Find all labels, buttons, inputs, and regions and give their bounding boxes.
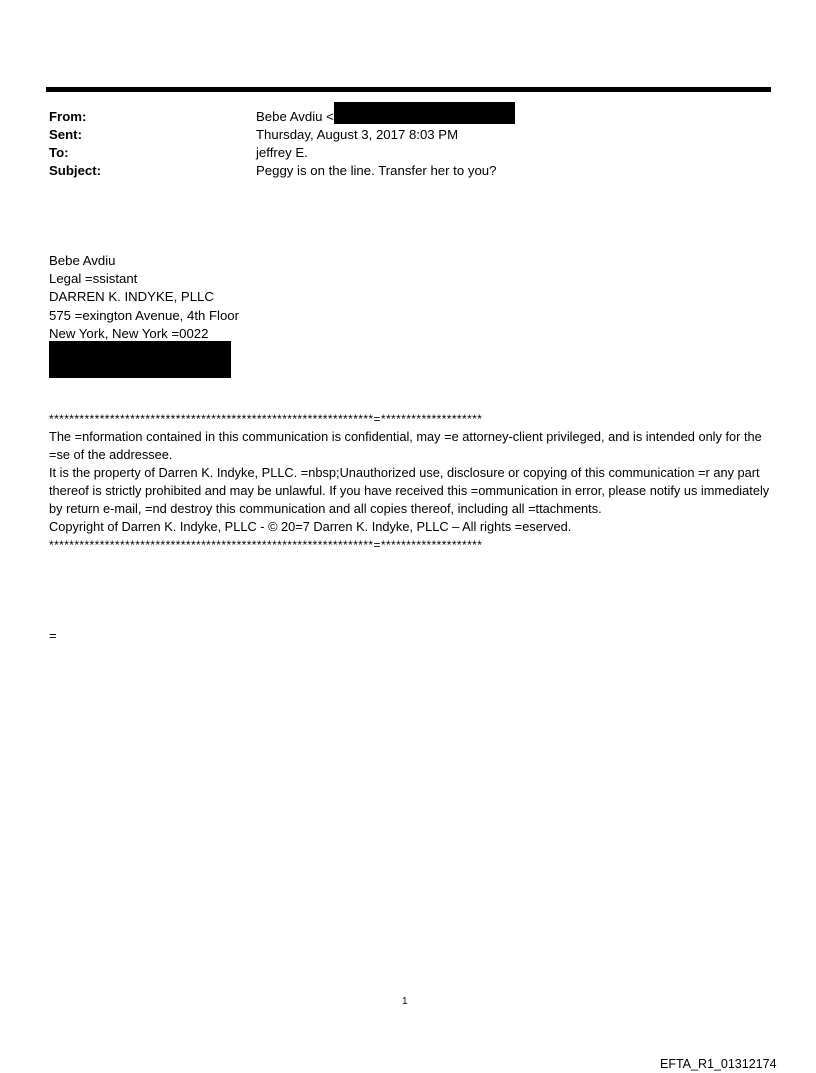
bates-number: EFTA_R1_01312174	[660, 1057, 777, 1071]
from-row	[49, 108, 769, 126]
header-rule	[46, 87, 771, 92]
to-label: To:	[49, 145, 69, 160]
disclaimer-paragraph-2: It is the property of Darren K. Indyke, PLLC. =nbsp;Unauthorized use, disclosure or copying of this communication =r any part thereof is strictly prohibited and may be unlawful. If you have received this =ommunication in error, please notify us immediately by return e-mail, =nd destroy this communication and all copies thereof, including all =ttachments.	[49, 465, 770, 516]
signature-address-line1: 575 =exington Avenue, 4th Floor	[49, 307, 240, 323]
signature-title: Legal =ssistant	[49, 271, 138, 287]
to-row	[49, 144, 769, 162]
to-value: jeffrey E.	[256, 145, 308, 160]
signature-name: Bebe Avdiu	[49, 253, 116, 268]
from-value	[256, 108, 515, 126]
sent-label: Sent:	[49, 127, 82, 142]
signature-firm: DARREN K. INDYKE, PLLC	[49, 289, 214, 305]
page-number: 1	[402, 996, 408, 1007]
disclaimer-stars-top: ****************************************************************=********************	[49, 412, 483, 426]
from-name: Bebe Avdiu <	[256, 109, 334, 124]
subject-row	[49, 162, 769, 180]
disclaimer-stars-bottom: ****************************************************************=********************	[49, 538, 483, 552]
from-label: From:	[49, 109, 87, 124]
redaction-box	[334, 102, 515, 124]
sent-row	[49, 126, 769, 144]
trailing-equals: =	[49, 628, 57, 643]
signature-block	[49, 252, 239, 343]
redaction-box	[49, 341, 231, 378]
disclaimer-paragraph-1: The =nformation contained in this communication is confidential, may =e attorney-client privileged, and is intended only for the =se of the addressee.	[49, 429, 762, 462]
email-header	[49, 108, 769, 180]
disclaimer-copyright: Copyright of Darren K. Indyke, PLLC - © 20=7 Darren K. Indyke, PLLC – All rights =eserved.	[49, 519, 572, 534]
signature-address-line2: New York, New York =0022	[49, 325, 209, 341]
sent-value: Thursday, August 3, 2017 8:03 PM	[256, 127, 459, 142]
disclaimer	[49, 410, 774, 554]
subject-value: Peggy is on the line. Transfer her to you?	[256, 163, 497, 178]
subject-label: Subject:	[49, 163, 102, 178]
